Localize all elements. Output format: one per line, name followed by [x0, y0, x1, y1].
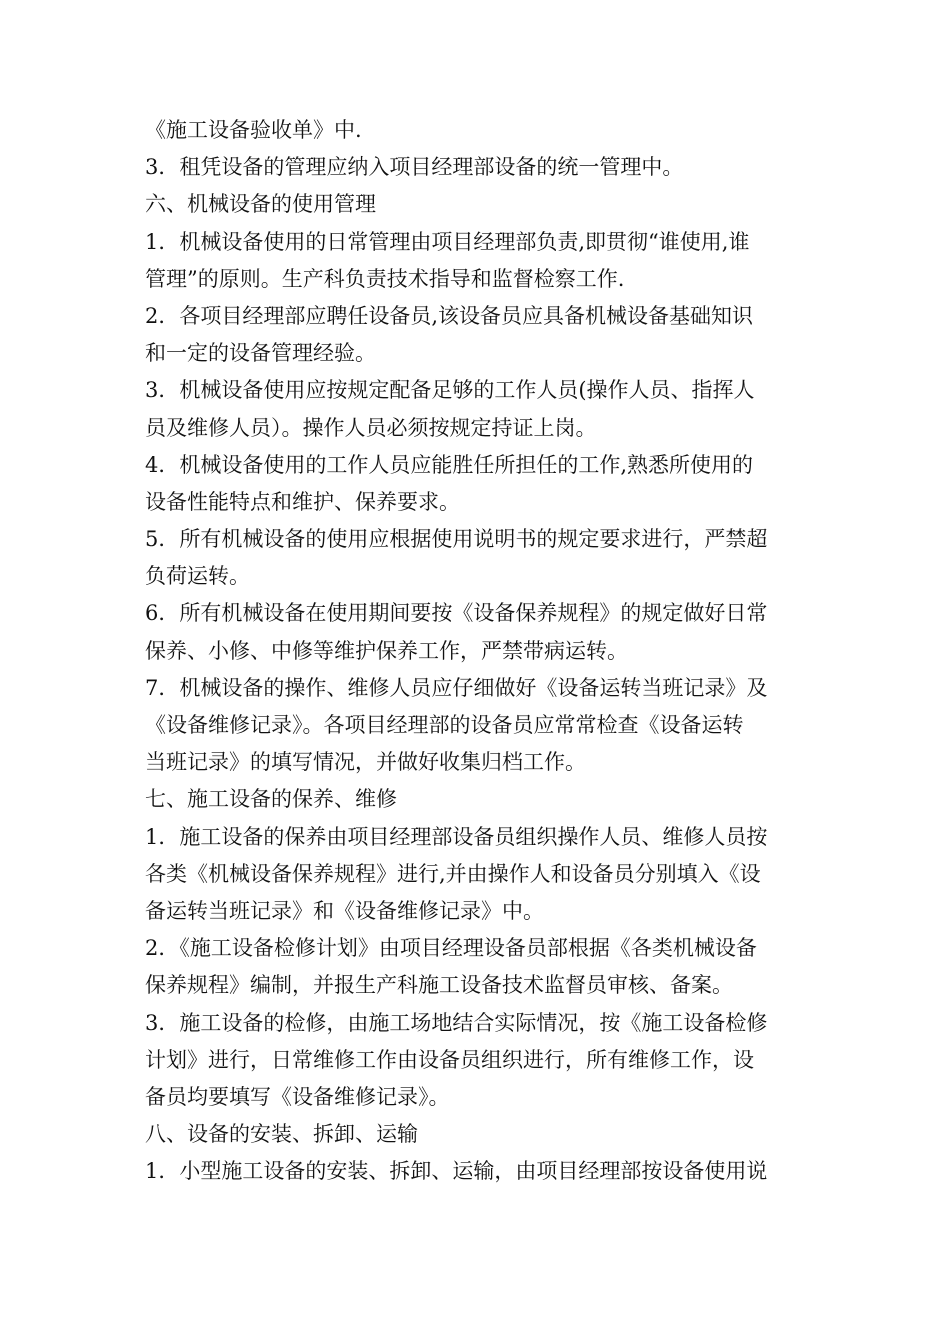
document-body: [145, 112, 807, 1190]
text-line-6: 2．各项目经理部应聘任设备员,该设备员应具备机械设备基础知识: [145, 303, 754, 328]
text-line-20: 1．施工设备的保养由项目经理部设备员组织操作人员、维修人员按: [145, 824, 768, 849]
text-line-16: 7．机械设备的操作、维修人员应仔细做好《设备运转当班记录》及: [145, 675, 768, 700]
text-line-5: 管理”的原则。生产科负责技术指导和监督检察工作.: [145, 266, 625, 291]
text-line-1: 《施工设备验收单》中.: [145, 118, 362, 142]
text-line-26: 计划》进行，日常维修工作由设备员组织进行，所有维修工作，设: [145, 1047, 754, 1072]
text-line-21: 各类《机械设备保养规程》进行,并由操作人和设备员分别填入《设: [145, 861, 761, 886]
text-line-29: 1．小型施工设备的安装、拆卸、运输，由项目经理部按设备使用说: [145, 1159, 768, 1184]
text-line-24: 保养规程》编制，并报生产科施工设备技术监督员审核、备案。: [145, 973, 733, 998]
text-line-17: 《设备维修记录》。各项目经理部的设备员应常常检查《设备运转: [145, 713, 744, 737]
text-line-27: 备员均要填写《设备维修记录》。: [145, 1084, 450, 1109]
section-heading-8: 八、设备的安装、拆卸、运输: [145, 1122, 418, 1147]
text-line-23: 2．《施工设备检修计划》由项目经理设备员部根据《各类机械设备: [145, 936, 757, 961]
text-line-10: 4．机械设备使用的工作人员应能胜任所担任的工作,熟悉所使用的: [145, 452, 754, 477]
text-line-25: 3．施工设备的检修，由施工场地结合实际情况，按《施工设备检修: [145, 1010, 768, 1035]
text-line-2: 3．租凭设备的管理应纳入项目经理部设备的统一管理中。: [145, 155, 684, 180]
section-heading-7: 七、施工设备的保养、维修: [145, 787, 397, 812]
text-line-11: 设备性能特点和维护、保养要求。: [145, 489, 460, 514]
text-line-15: 保养、小修、中修等维护保养工作，严禁带病运转。: [145, 638, 628, 663]
text-line-18: 当班记录》的填写情况，并做好收集归档工作。: [145, 750, 586, 775]
text-line-4: 1．机械设备使用的日常管理由项目经理部负责,即贯彻“谁使用,谁: [145, 229, 750, 254]
text-line-9: 员及维修人员）。操作人员必须按规定持证上岗。: [145, 415, 597, 440]
text-line-12: 5．所有机械设备的使用应根据使用说明书的规定要求进行，严禁超: [145, 527, 768, 552]
text-line-22: 备运转当班记录》和《设备维修记录》中。: [145, 898, 544, 923]
text-line-13: 负荷运转。: [145, 564, 250, 589]
text-line-14: 6．所有机械设备在使用期间要按《设备保养规程》的规定做好日常: [145, 601, 768, 626]
text-line-8: 3．机械设备使用应按规定配备足够的工作人员(操作人员、指挥人: [145, 378, 755, 403]
section-heading-6: 六、机械设备的使用管理: [145, 192, 376, 217]
text-line-7: 和一定的设备管理经验。: [145, 341, 376, 366]
